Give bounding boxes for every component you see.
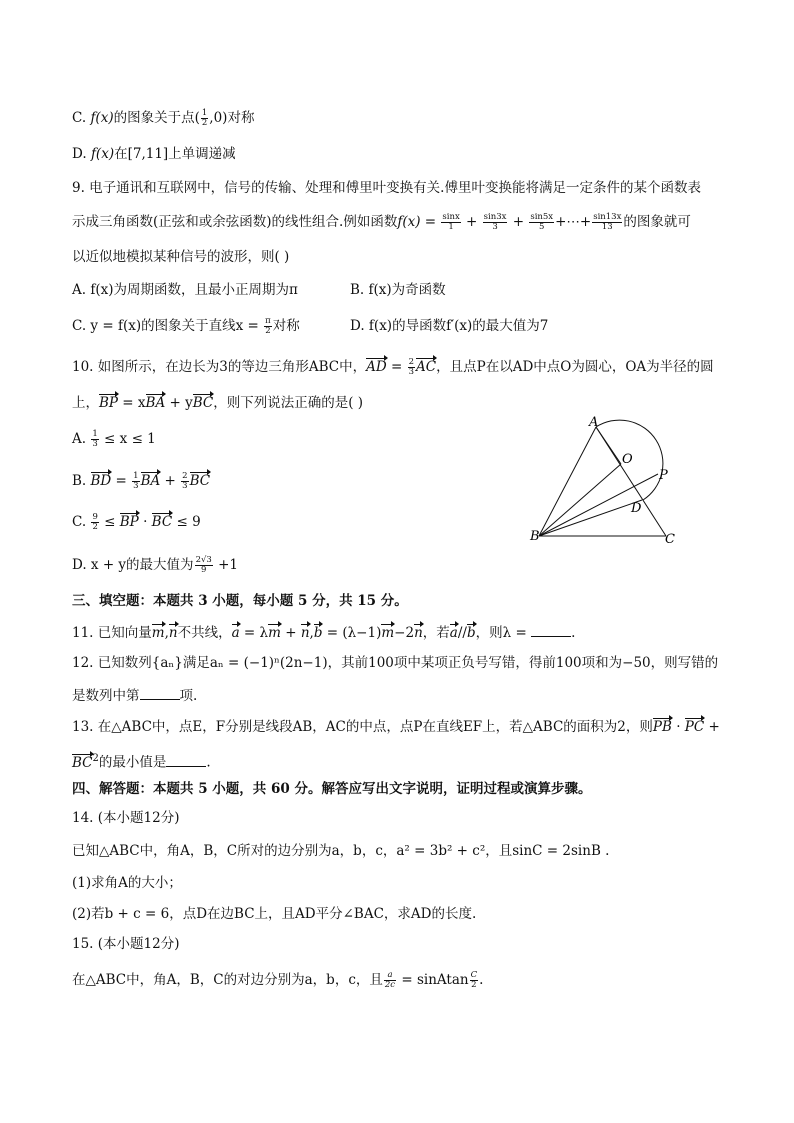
q10-option-c: C. $\frac{9}{2}$ ≤ BP · BC ≤ 9 xyxy=(72,512,201,532)
q15-header: 15. (本小题12分) xyxy=(72,936,180,952)
q9-stem-line1: 9. 电子通讯和互联网中，信号的传输、处理和傅里叶变换有关.傅里叶变换能将满足一定条件的某个函数表 xyxy=(72,180,701,196)
q13-line1: 13. 在△ABC中，点E，F分别是线段AB，AC的中点，点P在直线EF上，若△ABC的面积为2，则PB · PC + xyxy=(72,719,720,735)
q12-line2: 是数列中第 项. xyxy=(72,685,197,706)
q9-option-d: D. f(x)的导函数f′(x)的最大值为7 xyxy=(350,318,549,334)
segment-oa xyxy=(596,427,621,464)
q8-option-d: D. f(x)在[7,11]上单调递减 xyxy=(72,146,236,162)
answer-blank xyxy=(531,622,571,637)
q13-line2: $BC^2$的最小值是 . xyxy=(72,753,211,771)
q10-geometry-figure xyxy=(525,412,695,547)
q8-option-c: C. f(x)的图象关于点( $\frac{1}{2}$ ,0)对称 xyxy=(72,108,255,128)
answer-blank xyxy=(140,685,180,700)
section4-heading: 四、解答题：本题共 5 小题，共 60 分。解答应写出文字说明，证明过程或演算步骤。 xyxy=(72,781,592,797)
answer-blank xyxy=(166,752,206,767)
side-ab xyxy=(539,427,596,536)
label-b: B xyxy=(530,529,540,544)
q10-stem-line1: 10. 如图所示，在边长为3的等边三角形ABC中，AD = $\frac{2}{3}$ AC，且点P在以AD中点O为圆心，OA为半径的圆 xyxy=(72,357,714,377)
q10-option-a: A. $\frac{1}{3}$ ≤ x ≤ 1 xyxy=(72,429,156,449)
fraction: $\frac{1}{2}$ xyxy=(201,108,208,128)
section3-heading: 三、填空题：本题共 3 小题，每小题 5 分，共 15 分。 xyxy=(72,593,408,609)
q11: 11. 已知向量m,n不共线，a = λm + n,b = (λ−1)m−2n，若a//b，则λ = . xyxy=(72,622,575,643)
label-p: P xyxy=(659,468,668,483)
q12-line1: 12. 已知数列{aₙ}满足aₙ = (−1)ⁿ(2n−1)，其前100项中某项正负号写错，得前100项和为−50，则写错的 xyxy=(72,655,719,671)
q9-stem-line3: 以近似地模拟某种信号的波形，则( ) xyxy=(72,249,290,265)
q14-header: 14. (本小题12分) xyxy=(72,810,180,826)
q14-part1: (1)求角A的大小； xyxy=(72,875,182,891)
label-d: D xyxy=(631,501,642,516)
q9-option-c: C. y = f(x)的图象关于直线x = $\frac{\pi}{2}$ 对称 xyxy=(72,316,300,336)
q9-option-b: B. f(x)为奇函数 xyxy=(350,282,446,298)
q9-stem-line2: 示成三角函数(正弦和或余弦函数)的线性组合.例如函数f(x) = $\frac{\sin x}{1}$ + $\frac{\sin 3x}{3}$ + $\frac{\sin 5x}{5}$ +⋯+ $\frac{\sin 13x}{13}$ 的图象就可 xyxy=(72,212,691,232)
q14-part2: (2)若b + c = 6，点D在边BC上，且AD平分∠BAC，求AD的长度. xyxy=(72,906,477,922)
q10-option-b: B. BD = $\frac{1}{3}$ BA + $\frac{2}{3}$ BC xyxy=(72,471,211,491)
label-c: C xyxy=(665,532,675,547)
q10-stem-line2: 上，BP = xBA + yBC，则下列说法正确的是( ) xyxy=(72,395,364,411)
q15-stem: 在△ABC中，角A，B，C的对边分别为a，b，c，且 $\frac{a}{2c}$ = sinAtan $\frac{C}{2}$ . xyxy=(72,970,484,990)
q9-option-a: A. f(x)为周期函数，且最小正周期为π xyxy=(72,282,298,298)
label-o: O xyxy=(622,452,633,467)
q14-stem: 已知△ABC中，角A，B，C所对的边分别为a，b，c，a² = 3b² + c²，且sinC = 2sinB . xyxy=(72,843,610,859)
q10-option-d: D. x + y的最大值为 $\frac{2√3}{9}$ +1 xyxy=(72,555,238,575)
label-a: A xyxy=(589,415,599,430)
